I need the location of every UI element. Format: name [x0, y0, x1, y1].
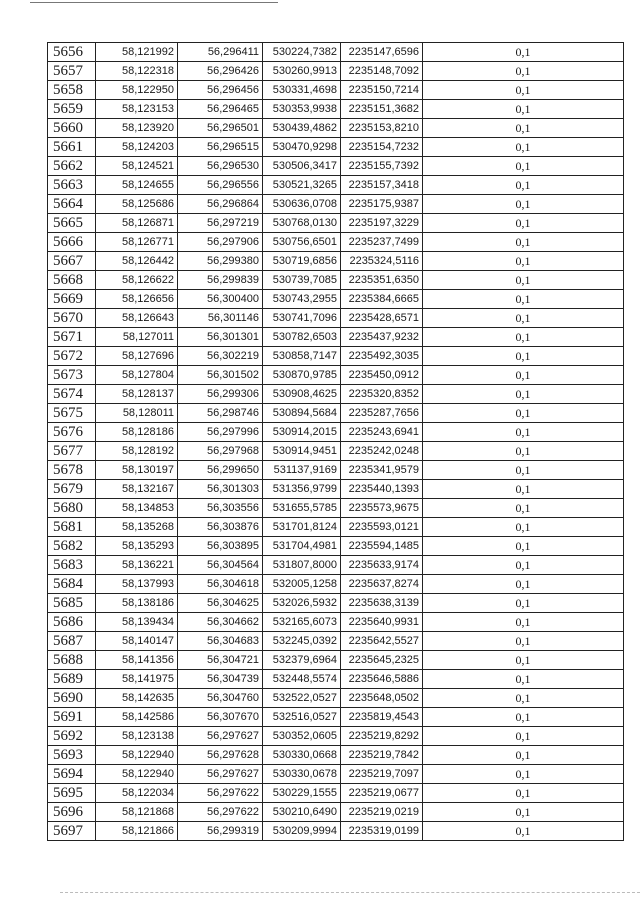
point-number-cell: 5668 [48, 271, 96, 290]
latitude-cell: 58,126871 [96, 214, 178, 233]
latitude-cell: 58,134853 [96, 499, 178, 518]
latitude-cell: 58,139434 [96, 613, 178, 632]
x-coordinate-cell: 530741,7096 [263, 309, 341, 328]
tolerance-cell: 0,1 [423, 81, 624, 100]
longitude-cell: 56,297627 [178, 727, 263, 746]
y-coordinate-cell: 2235646,5886 [341, 670, 423, 689]
y-coordinate-cell: 2235242,0248 [341, 442, 423, 461]
tolerance-cell: 0,1 [423, 442, 624, 461]
longitude-cell: 56,304625 [178, 594, 263, 613]
latitude-cell: 58,127696 [96, 347, 178, 366]
longitude-cell: 56,299380 [178, 252, 263, 271]
x-coordinate-cell: 530209,9994 [263, 822, 341, 841]
latitude-cell: 58,127804 [96, 366, 178, 385]
point-number-cell: 5674 [48, 385, 96, 404]
point-number-cell: 5687 [48, 632, 96, 651]
latitude-cell: 58,126771 [96, 233, 178, 252]
point-number-cell: 5688 [48, 651, 96, 670]
latitude-cell: 58,140147 [96, 632, 178, 651]
x-coordinate-cell: 530870,9785 [263, 366, 341, 385]
longitude-cell: 56,296515 [178, 138, 263, 157]
point-number-cell: 5659 [48, 100, 96, 119]
tolerance-cell: 0,1 [423, 290, 624, 309]
table-row [48, 594, 624, 613]
point-number-cell: 5684 [48, 575, 96, 594]
longitude-cell: 56,297968 [178, 442, 263, 461]
longitude-cell: 56,301502 [178, 366, 263, 385]
tolerance-cell: 0,1 [423, 670, 624, 689]
longitude-cell: 56,301146 [178, 309, 263, 328]
tolerance-cell: 0,1 [423, 537, 624, 556]
x-coordinate-cell: 530470,9298 [263, 138, 341, 157]
table-row [48, 138, 624, 157]
y-coordinate-cell: 2235637,8274 [341, 575, 423, 594]
point-number-cell: 5661 [48, 138, 96, 157]
latitude-cell: 58,132167 [96, 480, 178, 499]
y-coordinate-cell: 2235243,6941 [341, 423, 423, 442]
tolerance-cell: 0,1 [423, 727, 624, 746]
point-number-cell: 5660 [48, 119, 96, 138]
table-row [48, 670, 624, 689]
tolerance-cell: 0,1 [423, 708, 624, 727]
point-number-cell: 5681 [48, 518, 96, 537]
bottom-rule [60, 892, 640, 893]
tolerance-cell: 0,1 [423, 176, 624, 195]
latitude-cell: 58,123138 [96, 727, 178, 746]
y-coordinate-cell: 2235593,0121 [341, 518, 423, 537]
tolerance-cell: 0,1 [423, 43, 624, 62]
latitude-cell: 58,138186 [96, 594, 178, 613]
tolerance-cell: 0,1 [423, 784, 624, 803]
x-coordinate-cell: 532516,0527 [263, 708, 341, 727]
x-coordinate-cell: 530719,6856 [263, 252, 341, 271]
x-coordinate-cell: 532165,6073 [263, 613, 341, 632]
tolerance-cell: 0,1 [423, 556, 624, 575]
x-coordinate-cell: 530914,2015 [263, 423, 341, 442]
table-row [48, 119, 624, 138]
point-number-cell: 5675 [48, 404, 96, 423]
x-coordinate-cell: 530521,3265 [263, 176, 341, 195]
x-coordinate-cell: 530352,0605 [263, 727, 341, 746]
table-row [48, 252, 624, 271]
point-number-cell: 5692 [48, 727, 96, 746]
tolerance-cell: 0,1 [423, 594, 624, 613]
longitude-cell: 56,304618 [178, 575, 263, 594]
latitude-cell: 58,124521 [96, 157, 178, 176]
y-coordinate-cell: 2235148,7092 [341, 62, 423, 81]
x-coordinate-cell: 532379,6964 [263, 651, 341, 670]
y-coordinate-cell: 2235151,3682 [341, 100, 423, 119]
x-coordinate-cell: 530782,6503 [263, 328, 341, 347]
longitude-cell: 56,297219 [178, 214, 263, 233]
x-coordinate-cell: 530858,7147 [263, 347, 341, 366]
y-coordinate-cell: 2235219,0677 [341, 784, 423, 803]
tolerance-cell: 0,1 [423, 233, 624, 252]
table-row [48, 347, 624, 366]
point-number-cell: 5690 [48, 689, 96, 708]
latitude-cell: 58,121866 [96, 822, 178, 841]
table-row [48, 537, 624, 556]
longitude-cell: 56,296456 [178, 81, 263, 100]
point-number-cell: 5672 [48, 347, 96, 366]
x-coordinate-cell: 530330,0668 [263, 746, 341, 765]
tolerance-cell: 0,1 [423, 613, 624, 632]
longitude-cell: 56,297622 [178, 803, 263, 822]
table-row [48, 423, 624, 442]
x-coordinate-cell: 532448,5574 [263, 670, 341, 689]
y-coordinate-cell: 2235219,7097 [341, 765, 423, 784]
latitude-cell: 58,124655 [96, 176, 178, 195]
y-coordinate-cell: 2235594,1485 [341, 537, 423, 556]
point-number-cell: 5663 [48, 176, 96, 195]
x-coordinate-cell: 531655,5785 [263, 499, 341, 518]
table-row [48, 499, 624, 518]
tolerance-cell: 0,1 [423, 765, 624, 784]
y-coordinate-cell: 2235154,7232 [341, 138, 423, 157]
x-coordinate-cell: 530743,2955 [263, 290, 341, 309]
x-coordinate-cell: 530224,7382 [263, 43, 341, 62]
tolerance-cell: 0,1 [423, 651, 624, 670]
y-coordinate-cell: 2235645,2325 [341, 651, 423, 670]
longitude-cell: 56,303876 [178, 518, 263, 537]
table-row [48, 214, 624, 233]
latitude-cell: 58,122034 [96, 784, 178, 803]
coordinates-table-body [48, 43, 624, 841]
tolerance-cell: 0,1 [423, 271, 624, 290]
table-row [48, 575, 624, 594]
table-row [48, 461, 624, 480]
x-coordinate-cell: 530229,1555 [263, 784, 341, 803]
tolerance-cell: 0,1 [423, 138, 624, 157]
latitude-cell: 58,127011 [96, 328, 178, 347]
x-coordinate-cell: 530353,9938 [263, 100, 341, 119]
table-row [48, 195, 624, 214]
y-coordinate-cell: 2235197,3229 [341, 214, 423, 233]
x-coordinate-cell: 530768,0130 [263, 214, 341, 233]
tolerance-cell: 0,1 [423, 689, 624, 708]
table-row [48, 613, 624, 632]
tolerance-cell: 0,1 [423, 252, 624, 271]
latitude-cell: 58,130197 [96, 461, 178, 480]
longitude-cell: 56,296864 [178, 195, 263, 214]
tolerance-cell: 0,1 [423, 404, 624, 423]
point-number-cell: 5693 [48, 746, 96, 765]
x-coordinate-cell: 532026,5932 [263, 594, 341, 613]
x-coordinate-cell: 530331,4698 [263, 81, 341, 100]
point-number-cell: 5694 [48, 765, 96, 784]
y-coordinate-cell: 2235492,3035 [341, 347, 423, 366]
tolerance-cell: 0,1 [423, 62, 624, 81]
point-number-cell: 5658 [48, 81, 96, 100]
y-coordinate-cell: 2235440,1393 [341, 480, 423, 499]
tolerance-cell: 0,1 [423, 822, 624, 841]
longitude-cell: 56,301303 [178, 480, 263, 499]
y-coordinate-cell: 2235573,9675 [341, 499, 423, 518]
tolerance-cell: 0,1 [423, 309, 624, 328]
latitude-cell: 58,122940 [96, 765, 178, 784]
tolerance-cell: 0,1 [423, 423, 624, 442]
coordinates-table [47, 42, 624, 841]
point-number-cell: 5686 [48, 613, 96, 632]
latitude-cell: 58,135268 [96, 518, 178, 537]
table-row [48, 784, 624, 803]
x-coordinate-cell: 531356,9799 [263, 480, 341, 499]
latitude-cell: 58,142586 [96, 708, 178, 727]
point-number-cell: 5670 [48, 309, 96, 328]
table-row [48, 309, 624, 328]
longitude-cell: 56,296556 [178, 176, 263, 195]
y-coordinate-cell: 2235157,3418 [341, 176, 423, 195]
point-number-cell: 5680 [48, 499, 96, 518]
y-coordinate-cell: 2235384,6665 [341, 290, 423, 309]
x-coordinate-cell: 532522,0527 [263, 689, 341, 708]
table-row [48, 442, 624, 461]
y-coordinate-cell: 2235237,7499 [341, 233, 423, 252]
table-row [48, 328, 624, 347]
longitude-cell: 56,304739 [178, 670, 263, 689]
y-coordinate-cell: 2235153,8210 [341, 119, 423, 138]
longitude-cell: 56,297996 [178, 423, 263, 442]
table-row [48, 100, 624, 119]
latitude-cell: 58,136221 [96, 556, 178, 575]
x-coordinate-cell: 531137,9169 [263, 461, 341, 480]
y-coordinate-cell: 2235287,7656 [341, 404, 423, 423]
longitude-cell: 56,297906 [178, 233, 263, 252]
table-row [48, 746, 624, 765]
longitude-cell: 56,302219 [178, 347, 263, 366]
table-row [48, 727, 624, 746]
longitude-cell: 56,296426 [178, 62, 263, 81]
latitude-cell: 58,128192 [96, 442, 178, 461]
longitude-cell: 56,300400 [178, 290, 263, 309]
table-row [48, 157, 624, 176]
point-number-cell: 5656 [48, 43, 96, 62]
point-number-cell: 5697 [48, 822, 96, 841]
latitude-cell: 58,126656 [96, 290, 178, 309]
y-coordinate-cell: 2235428,6571 [341, 309, 423, 328]
longitude-cell: 56,299650 [178, 461, 263, 480]
latitude-cell: 58,141356 [96, 651, 178, 670]
point-number-cell: 5664 [48, 195, 96, 214]
table-row [48, 290, 624, 309]
point-number-cell: 5685 [48, 594, 96, 613]
table-row [48, 556, 624, 575]
table-row [48, 708, 624, 727]
point-number-cell: 5683 [48, 556, 96, 575]
x-coordinate-cell: 530439,4862 [263, 119, 341, 138]
longitude-cell: 56,299319 [178, 822, 263, 841]
longitude-cell: 56,303895 [178, 537, 263, 556]
latitude-cell: 58,123153 [96, 100, 178, 119]
latitude-cell: 58,124203 [96, 138, 178, 157]
table-row [48, 765, 624, 784]
table-row [48, 480, 624, 499]
longitude-cell: 56,297622 [178, 784, 263, 803]
latitude-cell: 58,123920 [96, 119, 178, 138]
point-number-cell: 5682 [48, 537, 96, 556]
y-coordinate-cell: 2235150,7214 [341, 81, 423, 100]
table-row [48, 366, 624, 385]
tolerance-cell: 0,1 [423, 214, 624, 233]
latitude-cell: 58,126442 [96, 252, 178, 271]
latitude-cell: 58,121868 [96, 803, 178, 822]
longitude-cell: 56,304683 [178, 632, 263, 651]
x-coordinate-cell: 531701,8124 [263, 518, 341, 537]
longitude-cell: 56,299839 [178, 271, 263, 290]
longitude-cell: 56,296411 [178, 43, 263, 62]
tolerance-cell: 0,1 [423, 461, 624, 480]
y-coordinate-cell: 2235319,0199 [341, 822, 423, 841]
tolerance-cell: 0,1 [423, 366, 624, 385]
point-number-cell: 5691 [48, 708, 96, 727]
longitude-cell: 56,296501 [178, 119, 263, 138]
tolerance-cell: 0,1 [423, 499, 624, 518]
y-coordinate-cell: 2235324,5116 [341, 252, 423, 271]
latitude-cell: 58,142635 [96, 689, 178, 708]
table-row [48, 43, 624, 62]
tolerance-cell: 0,1 [423, 575, 624, 594]
point-number-cell: 5696 [48, 803, 96, 822]
latitude-cell: 58,128186 [96, 423, 178, 442]
point-number-cell: 5667 [48, 252, 96, 271]
tolerance-cell: 0,1 [423, 328, 624, 347]
table-row [48, 81, 624, 100]
table-row [48, 404, 624, 423]
x-coordinate-cell: 530739,7085 [263, 271, 341, 290]
tolerance-cell: 0,1 [423, 632, 624, 651]
x-coordinate-cell: 530908,4625 [263, 385, 341, 404]
table-row [48, 385, 624, 404]
x-coordinate-cell: 531704,4981 [263, 537, 341, 556]
table-row [48, 271, 624, 290]
point-number-cell: 5657 [48, 62, 96, 81]
longitude-cell: 56,304564 [178, 556, 263, 575]
x-coordinate-cell: 530506,3417 [263, 157, 341, 176]
point-number-cell: 5677 [48, 442, 96, 461]
tolerance-cell: 0,1 [423, 157, 624, 176]
longitude-cell: 56,296465 [178, 100, 263, 119]
x-coordinate-cell: 530756,6501 [263, 233, 341, 252]
y-coordinate-cell: 2235175,9387 [341, 195, 423, 214]
point-number-cell: 5673 [48, 366, 96, 385]
x-coordinate-cell: 530210,6490 [263, 803, 341, 822]
y-coordinate-cell: 2235219,8292 [341, 727, 423, 746]
point-number-cell: 5662 [48, 157, 96, 176]
tolerance-cell: 0,1 [423, 518, 624, 537]
table-row [48, 233, 624, 252]
table-row [48, 518, 624, 537]
longitude-cell: 56,304662 [178, 613, 263, 632]
y-coordinate-cell: 2235638,3139 [341, 594, 423, 613]
longitude-cell: 56,299306 [178, 385, 263, 404]
y-coordinate-cell: 2235219,7842 [341, 746, 423, 765]
y-coordinate-cell: 2235147,6596 [341, 43, 423, 62]
table-row [48, 803, 624, 822]
longitude-cell: 56,297627 [178, 765, 263, 784]
point-number-cell: 5676 [48, 423, 96, 442]
x-coordinate-cell: 530636,0708 [263, 195, 341, 214]
x-coordinate-cell: 532245,0392 [263, 632, 341, 651]
table-row [48, 651, 624, 670]
x-coordinate-cell: 532005,1258 [263, 575, 341, 594]
y-coordinate-cell: 2235642,5527 [341, 632, 423, 651]
table-row [48, 62, 624, 81]
longitude-cell: 56,307670 [178, 708, 263, 727]
longitude-cell: 56,297628 [178, 746, 263, 765]
table-row [48, 632, 624, 651]
latitude-cell: 58,128137 [96, 385, 178, 404]
point-number-cell: 5666 [48, 233, 96, 252]
longitude-cell: 56,303556 [178, 499, 263, 518]
y-coordinate-cell: 2235437,9232 [341, 328, 423, 347]
latitude-cell: 58,122940 [96, 746, 178, 765]
point-number-cell: 5689 [48, 670, 96, 689]
y-coordinate-cell: 2235633,9174 [341, 556, 423, 575]
latitude-cell: 58,125686 [96, 195, 178, 214]
y-coordinate-cell: 2235341,9579 [341, 461, 423, 480]
latitude-cell: 58,128011 [96, 404, 178, 423]
point-number-cell: 5695 [48, 784, 96, 803]
tolerance-cell: 0,1 [423, 385, 624, 404]
x-coordinate-cell: 530914,9451 [263, 442, 341, 461]
tolerance-cell: 0,1 [423, 347, 624, 366]
longitude-cell: 56,296530 [178, 157, 263, 176]
point-number-cell: 5669 [48, 290, 96, 309]
top-rule [30, 2, 278, 3]
longitude-cell: 56,304721 [178, 651, 263, 670]
tolerance-cell: 0,1 [423, 195, 624, 214]
latitude-cell: 58,126643 [96, 309, 178, 328]
tolerance-cell: 0,1 [423, 480, 624, 499]
point-number-cell: 5665 [48, 214, 96, 233]
table-row [48, 822, 624, 841]
y-coordinate-cell: 2235819,4543 [341, 708, 423, 727]
point-number-cell: 5678 [48, 461, 96, 480]
latitude-cell: 58,137993 [96, 575, 178, 594]
y-coordinate-cell: 2235640,9931 [341, 613, 423, 632]
y-coordinate-cell: 2235219,0219 [341, 803, 423, 822]
table-row [48, 689, 624, 708]
x-coordinate-cell: 530330,0678 [263, 765, 341, 784]
latitude-cell: 58,122318 [96, 62, 178, 81]
x-coordinate-cell: 530260,9913 [263, 62, 341, 81]
longitude-cell: 56,298746 [178, 404, 263, 423]
x-coordinate-cell: 531807,8000 [263, 556, 341, 575]
table-row [48, 176, 624, 195]
x-coordinate-cell: 530894,5684 [263, 404, 341, 423]
y-coordinate-cell: 2235450,0912 [341, 366, 423, 385]
latitude-cell: 58,135293 [96, 537, 178, 556]
longitude-cell: 56,304760 [178, 689, 263, 708]
tolerance-cell: 0,1 [423, 100, 624, 119]
point-number-cell: 5671 [48, 328, 96, 347]
longitude-cell: 56,301301 [178, 328, 263, 347]
y-coordinate-cell: 2235155,7392 [341, 157, 423, 176]
y-coordinate-cell: 2235320,8352 [341, 385, 423, 404]
latitude-cell: 58,121992 [96, 43, 178, 62]
tolerance-cell: 0,1 [423, 746, 624, 765]
tolerance-cell: 0,1 [423, 803, 624, 822]
latitude-cell: 58,122950 [96, 81, 178, 100]
latitude-cell: 58,126622 [96, 271, 178, 290]
y-coordinate-cell: 2235351,6350 [341, 271, 423, 290]
latitude-cell: 58,141975 [96, 670, 178, 689]
point-number-cell: 5679 [48, 480, 96, 499]
y-coordinate-cell: 2235648,0502 [341, 689, 423, 708]
tolerance-cell: 0,1 [423, 119, 624, 138]
